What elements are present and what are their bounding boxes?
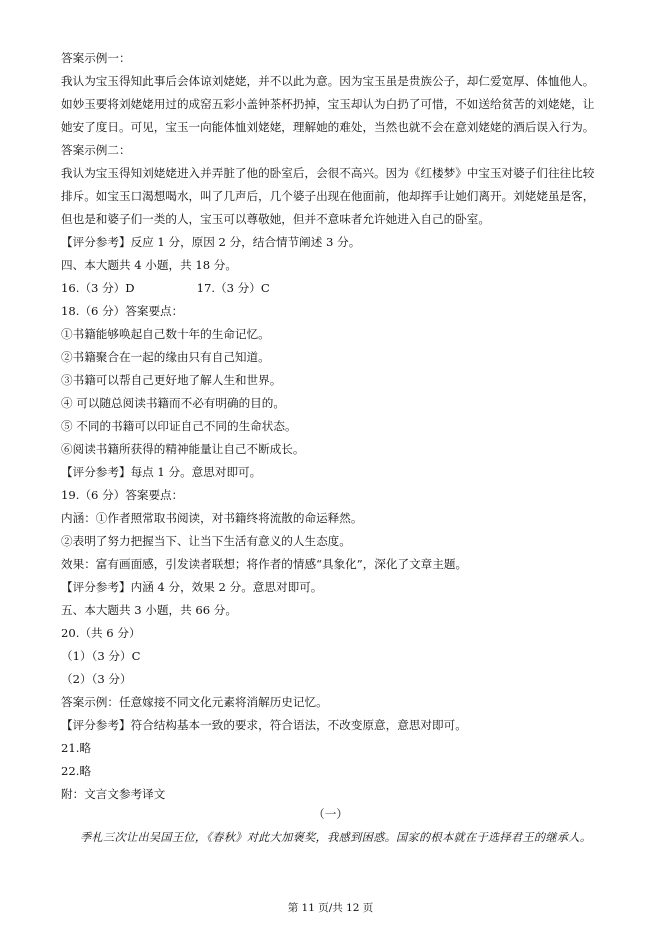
- list-item: ⑥阅读书籍所获得的精神能量让自己不断成长。: [61, 442, 305, 456]
- list-item: 效果：富有画面感，引发读者联想；将作者的情感“具象化”，深化了文章主题。: [61, 557, 468, 571]
- question-20-heading: 20.（共 6 分）: [61, 626, 141, 640]
- list-item: （2）（3 分）: [61, 672, 132, 686]
- answer-22: 22.略: [61, 764, 92, 778]
- question-18-heading: 18.（6 分）答案要点：: [61, 304, 184, 318]
- answer-16: 16.（3 分）D: [61, 281, 135, 295]
- paragraph-line: 如妙玉要将刘姥姥用过的成窑五彩小盖钟茶杯扔掉，宝玉却认为白扔了可惜，不如送给贫苦的刘姥姥，让: [61, 97, 595, 111]
- list-item: （1）（3 分）C: [61, 649, 141, 663]
- translation-text: 季札三次让出吴国王位，《春秋》对此大加褒奖，我感到困惑。国家的根本就在于选择君王的继承人。: [80, 831, 592, 844]
- scoring-reference: 【评分参考】内涵 4 分，效果 2 分。意思对即可。: [61, 580, 323, 594]
- list-item: ③书籍可以帮自己更好地了解人生和世界。: [61, 373, 282, 387]
- scoring-reference: 【评分参考】符合结构基本一致的要求，符合语法，不改变原意，意思对即可。: [61, 718, 467, 732]
- paragraph-line: 排斥。如宝玉口渴想喝水，叫了几声后，几个婆子出现在他面前，他却挥手让她们离开。刘姥姥虽是客，: [61, 189, 595, 203]
- list-item: ①书籍能够唤起自己数十年的生命记忆。: [61, 327, 270, 341]
- question-19-heading: 19.（6 分）答案要点：: [61, 488, 184, 502]
- appendix-heading: 附：文言文参考译文: [61, 787, 166, 801]
- answer-17: 17.（3 分）C: [196, 281, 270, 295]
- scoring-reference: 【评分参考】每点 1 分。意思对即可。: [61, 465, 262, 479]
- answer-example-2-heading: 答案示例二：: [61, 143, 131, 157]
- list-item: 内涵：①作者照常取书阅读，对书籍终将流散的命运释然。: [61, 511, 363, 525]
- paragraph-line: 她安了度日。可见，宝玉一向能体恤刘姥姥，理解她的难处，当然也就不会在意刘姥姥的酒后误入行为。: [61, 120, 595, 134]
- paragraph-line: 我认为宝玉得知刘姥姥进入并弄脏了他的卧室后，会很不高兴。因为《红楼梦》中宝玉对婆子们往往比较: [61, 166, 595, 180]
- list-item: ②表明了努力把握当下、让当下生活有意义的人生态度。: [61, 534, 351, 548]
- paragraph-line: 我认为宝玉得知此事后会体谅刘姥姥，并不以此为意。因为宝玉虽是贵族公子，却仁爱宽厚、体恤他人。: [61, 74, 595, 88]
- list-item: ④ 可以随总阅读书籍而不必有明确的目的。: [61, 396, 285, 410]
- list-item: ②书籍聚合在一起的缘由只有自己知道。: [61, 350, 270, 364]
- page-footer: 第 11 页/共 12 页: [287, 902, 374, 914]
- answer-example: 答案示例：任意嫁接不同文化元素将消解历史记忆。: [61, 695, 328, 709]
- section-heading: 五、本大题共 3 小题，共 66 分。: [61, 603, 237, 617]
- answer-example-1-heading: 答案示例一：: [61, 51, 131, 65]
- section-heading: 四、本大题共 4 小题，共 18 分。: [61, 258, 237, 272]
- section-title: （一）: [313, 807, 348, 821]
- scoring-reference: 【评分参考】反应 1 分，原因 2 分，结合情节阐述 3 分。: [61, 235, 361, 249]
- answers-16-17: [61, 280, 270, 296]
- answer-21: 21.略: [61, 741, 92, 755]
- list-item: ⑤ 不同的书籍可以印证自己不同的生命状态。: [61, 419, 297, 433]
- paragraph-line: 但也是和婆子们一类的人，宝玉可以尊敬她，但并不意味者允许她进入自己的卧室。: [61, 212, 490, 226]
